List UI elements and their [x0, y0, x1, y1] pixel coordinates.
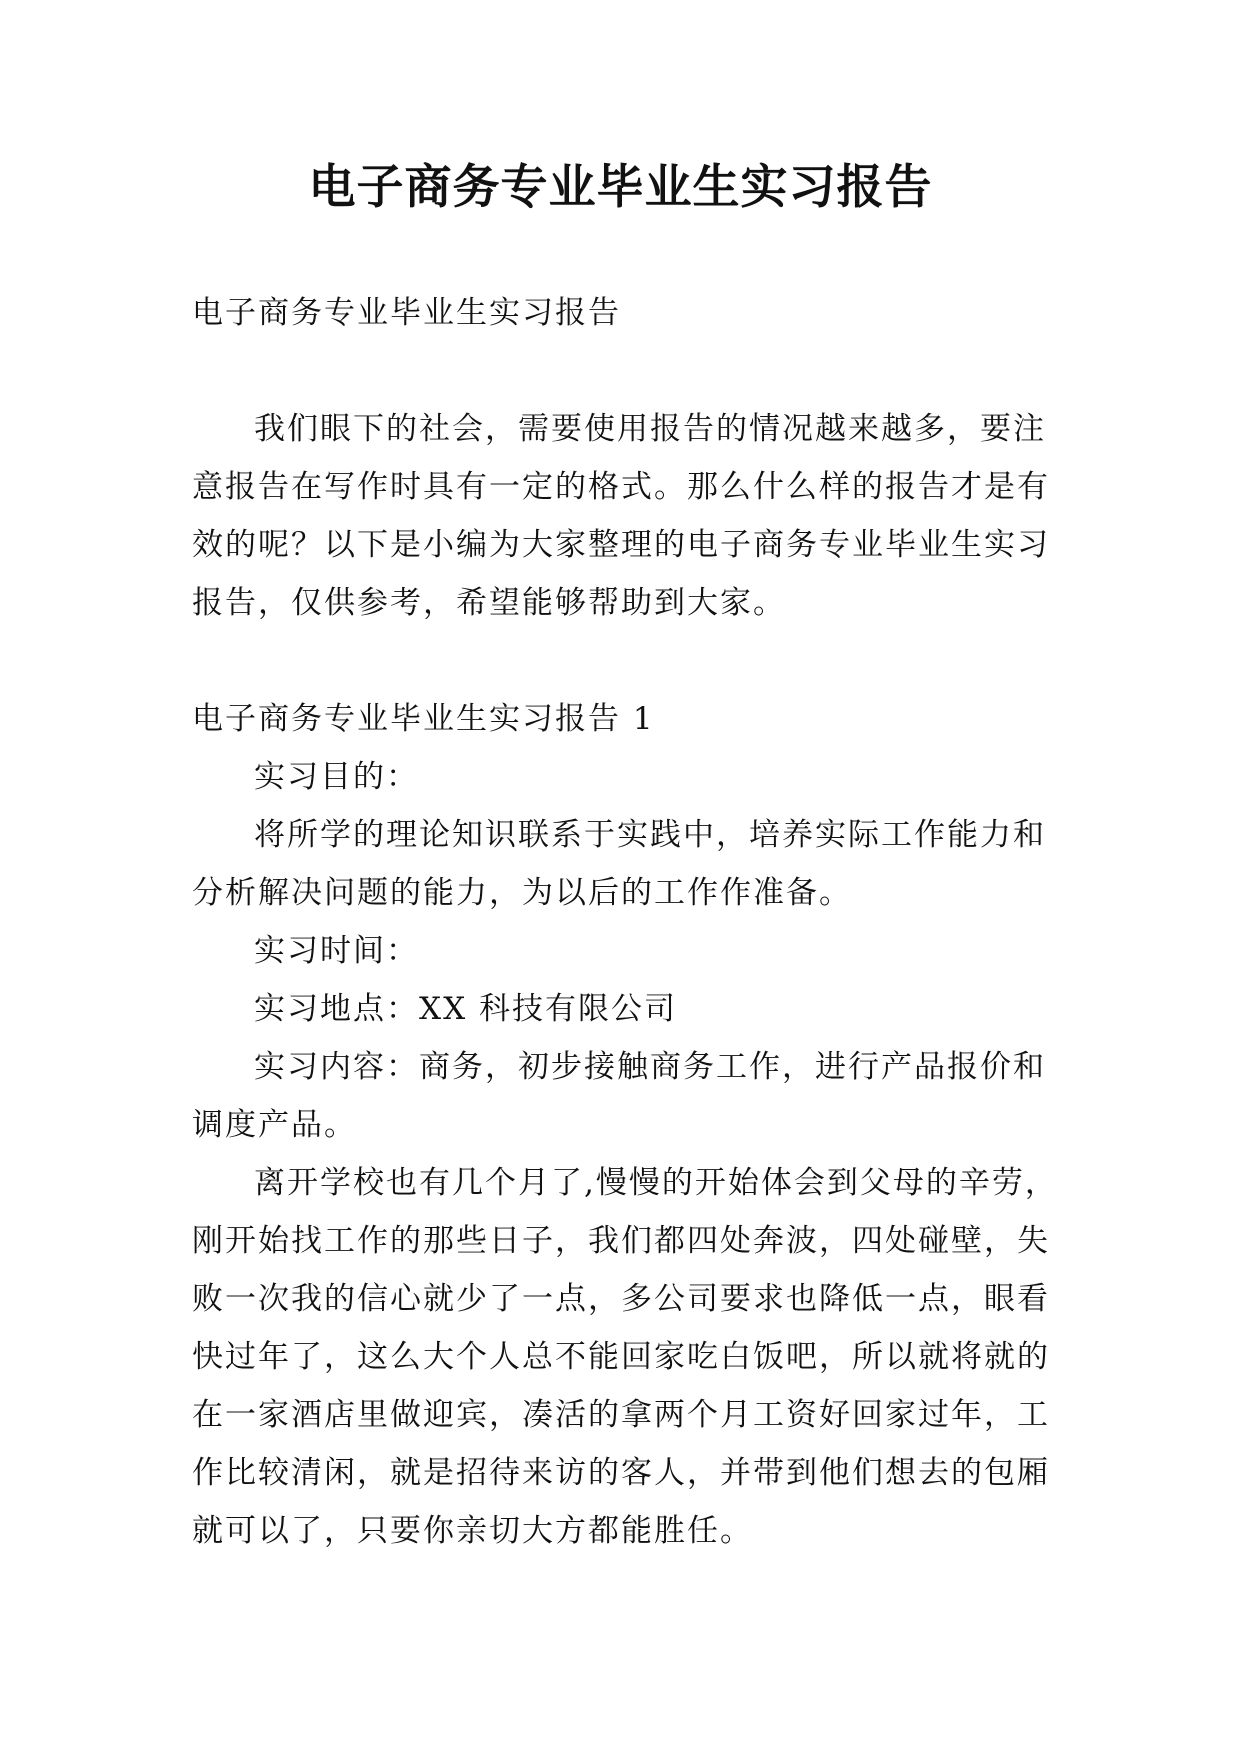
purpose-label: 实习目的： [254, 759, 419, 795]
document-subtitle: 电子商务专业毕业生实习报告 [192, 295, 621, 331]
document-body [192, 284, 1058, 1560]
intro-paragraph: 我们眼下的社会，需要使用报告的情况越来越多，要注意报告在写作时具有一定的格式。那么什么样的报告才是有效的呢？以下是小编为大家整理的电子商务专业毕业生实习报告，仅供参考，希望能够帮助到大家。 [192, 411, 1050, 621]
location-line: 实习地点：XX 科技有限公司 [254, 991, 677, 1027]
time-label: 实习时间： [254, 933, 419, 969]
purpose-paragraph: 将所学的理论知识联系于实践中，培养实际工作能力和分析解决问题的能力，为以后的工作作准备。 [192, 817, 1046, 911]
page-title: 电子商务专业毕业生实习报告 [308, 160, 933, 215]
content-paragraph: 实习内容：商务，初步接触商务工作，进行产品报价和调度产品。 [192, 1049, 1046, 1143]
narrative-paragraph: 离开学校也有几个月了,慢慢的开始体会到父母的辛劳，刚开始找工作的那些日子，我们都四处奔波，四处碰壁，失败一次我的信心就少了一点，多公司要求也降低一点，眼看快过年了，这么大个人总不能回家吃白饭吧，所以就将就的在一家酒店里做迎宾，凑活的拿两个月工资好回家过年，工作比较清闲，就是招待来访的客人，并带到他们想去的包厢就可以了，只要你亲切大方都能胜任。 [192, 1165, 1058, 1549]
section-heading: 电子商务专业毕业生实习报告 1 [192, 701, 655, 737]
